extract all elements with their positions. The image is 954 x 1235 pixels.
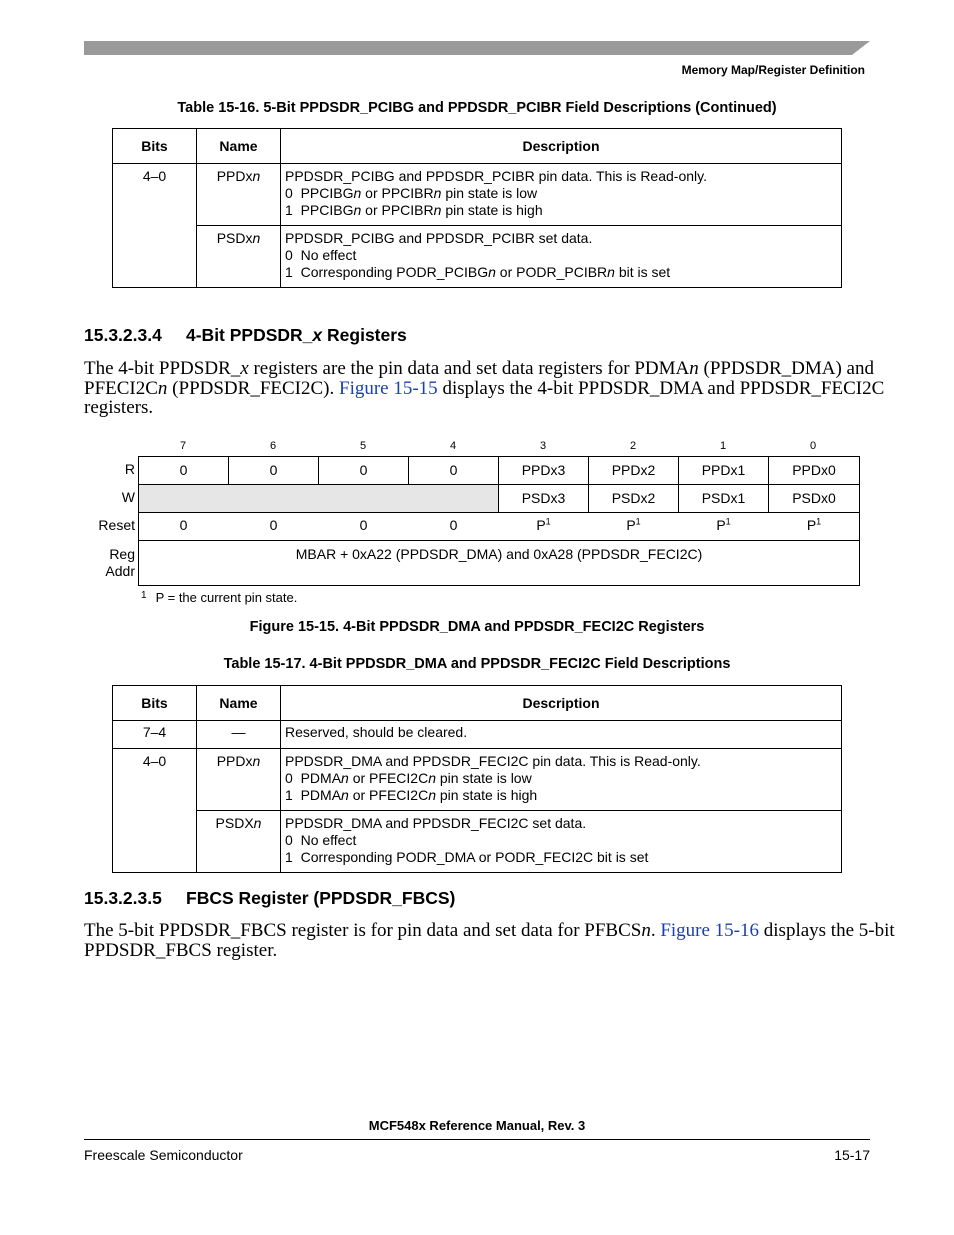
column-header: Name bbox=[197, 129, 281, 164]
register-field-r: 0 bbox=[228, 456, 319, 485]
register-field-r: PPDx0 bbox=[768, 456, 860, 485]
bit-number: 4 bbox=[449, 440, 457, 452]
row-label-reset: Reset bbox=[98, 517, 135, 533]
reset-row-frame bbox=[138, 512, 860, 541]
row-label-reg-addr: Reg Addr bbox=[105, 546, 135, 579]
description-cell: Reserved, should be cleared. bbox=[281, 721, 842, 749]
table-row bbox=[113, 721, 842, 749]
description-cell: PPDSDR_PCIBG and PPDSDR_PCIBR pin data. This is Read-only. 0 PPCIBGn or PPCIBRn pin state is low 1 PPCIBGn or PPCIBRn pin state is high bbox=[281, 164, 842, 226]
figure-link[interactable]: Figure 15-15 bbox=[339, 377, 438, 399]
footer-divider bbox=[84, 1139, 870, 1140]
reset-value: 0 bbox=[269, 517, 278, 533]
table-row bbox=[113, 226, 842, 288]
section-heading: 15.3.2.3.4 4-Bit PPDSDR_x Registers bbox=[84, 325, 407, 345]
section-heading: 15.3.2.3.5 FBCS Register (PPDSDR_FBCS) bbox=[84, 888, 456, 908]
figure-caption: Figure 15-15. 4-Bit PPDSDR_DMA and PPDSDR_FECI2C Registers bbox=[249, 619, 705, 635]
description-cell: PPDSDR_PCIBG and PPDSDR_PCIBR set data. 0 No effect 1 Corresponding PODR_PCIBGn or PODR_PCIBRn bit is set bbox=[281, 226, 842, 288]
publisher: Freescale Semiconductor bbox=[84, 1147, 243, 1163]
body-paragraph: The 5-bit PPDSDR_FBCS register is for pin data and set data for PFBCSn. Figure 15-16 displays the 5-bit PPDSDR_FBCS register. bbox=[84, 920, 895, 961]
column-header: Name bbox=[197, 686, 281, 721]
bit-number: 2 bbox=[629, 440, 637, 452]
field-description-table bbox=[112, 685, 842, 873]
table-row bbox=[113, 164, 842, 226]
bit-number: 0 bbox=[809, 440, 817, 452]
register-field-r: 0 bbox=[408, 456, 499, 485]
column-header: Description bbox=[281, 686, 842, 721]
register-field-w: PSDx1 bbox=[678, 484, 769, 513]
bit-number: 3 bbox=[539, 440, 547, 452]
row-label-w: W bbox=[121, 489, 135, 505]
table-row bbox=[113, 811, 842, 873]
register-field-w: PSDx2 bbox=[588, 484, 679, 513]
description-cell: PPDSDR_DMA and PPDSDR_FECI2C pin data. This is Read-only. 0 PDMAn or PFECI2Cn pin state is low 1 PDMAn or PFECI2Cn pin state is high bbox=[281, 749, 842, 811]
table-caption: Table 15-17. 4-Bit PPDSDR_DMA and PPDSDR_FECI2C Field Descriptions bbox=[223, 656, 731, 672]
reset-value: $P^1$ bbox=[626, 516, 641, 533]
bit-number: 6 bbox=[269, 440, 277, 452]
footnote: $^1$ P = the current pin state. bbox=[141, 590, 298, 605]
register-field-w-reserved bbox=[138, 484, 499, 513]
column-header: Bits bbox=[113, 686, 197, 721]
running-head: Memory Map/Register Definition bbox=[681, 63, 865, 77]
document-title: MCF548x Reference Manual, Rev. 3 bbox=[368, 1118, 586, 1133]
reset-value: 0 bbox=[449, 517, 458, 533]
bit-number: 7 bbox=[179, 440, 187, 452]
reset-value: 0 bbox=[179, 517, 188, 533]
register-field-r: PPDx1 bbox=[678, 456, 769, 485]
reset-value: $P^1$ bbox=[806, 516, 822, 533]
row-label-r: R bbox=[124, 461, 135, 477]
bit-number: 1 bbox=[719, 440, 727, 452]
register-field-r: PPDx2 bbox=[588, 456, 679, 485]
table-caption: Table 15-16. 5-Bit PPDSDR_PCIBG and PPDSDR_PCIBR Field Descriptions (Continued) bbox=[177, 100, 777, 116]
name-cell: — bbox=[197, 721, 281, 749]
name-cell: PSDxn bbox=[197, 226, 281, 288]
name-cell: PPDxn bbox=[197, 749, 281, 811]
reset-value: 0 bbox=[359, 517, 368, 533]
reset-value: $P^1$ bbox=[716, 516, 731, 533]
page-number: 15-17 bbox=[834, 1147, 870, 1163]
register-address: MBAR + 0xA22 (PPDSDR_DMA) and 0xA28 (PPDSDR_FECI2C) bbox=[138, 540, 860, 586]
bits-cell: 7–4 bbox=[113, 721, 197, 749]
bits-cell: 4–0 bbox=[113, 164, 197, 288]
register-field-r: 0 bbox=[318, 456, 409, 485]
reset-value: $P^1$ bbox=[536, 516, 551, 533]
bit-number: 5 bbox=[359, 440, 367, 452]
table-row bbox=[113, 749, 842, 811]
header-bar bbox=[84, 41, 870, 55]
body-paragraph: The 4-bit PPDSDR_x registers are the pin data and set data registers for PDMAn (PPDSDR_DMA) and PFECI2Cn (PPDSDR_FECI2C). Figure 15-15 displays the 4-bit PPDSDR_DMA and PPDSDR_FECI2C registers. bbox=[84, 358, 885, 418]
name-cell: PSDXn bbox=[197, 811, 281, 873]
column-header: Bits bbox=[113, 129, 197, 164]
bits-cell: 4–0 bbox=[113, 749, 197, 873]
name-cell: PPDxn bbox=[197, 164, 281, 226]
register-field-w: PSDx3 bbox=[498, 484, 589, 513]
description-cell: PPDSDR_DMA and PPDSDR_FECI2C set data. 0 No effect 1 Corresponding PODR_DMA or PODR_FECI2C bit is set bbox=[281, 811, 842, 873]
column-header: Description bbox=[281, 129, 842, 164]
register-field-r: PPDx3 bbox=[498, 456, 589, 485]
register-field-w: PSDx0 bbox=[768, 484, 860, 513]
figure-link[interactable]: Figure 15-16 bbox=[660, 920, 760, 941]
register-field-r: 0 bbox=[138, 456, 229, 485]
field-description-table bbox=[112, 128, 842, 288]
